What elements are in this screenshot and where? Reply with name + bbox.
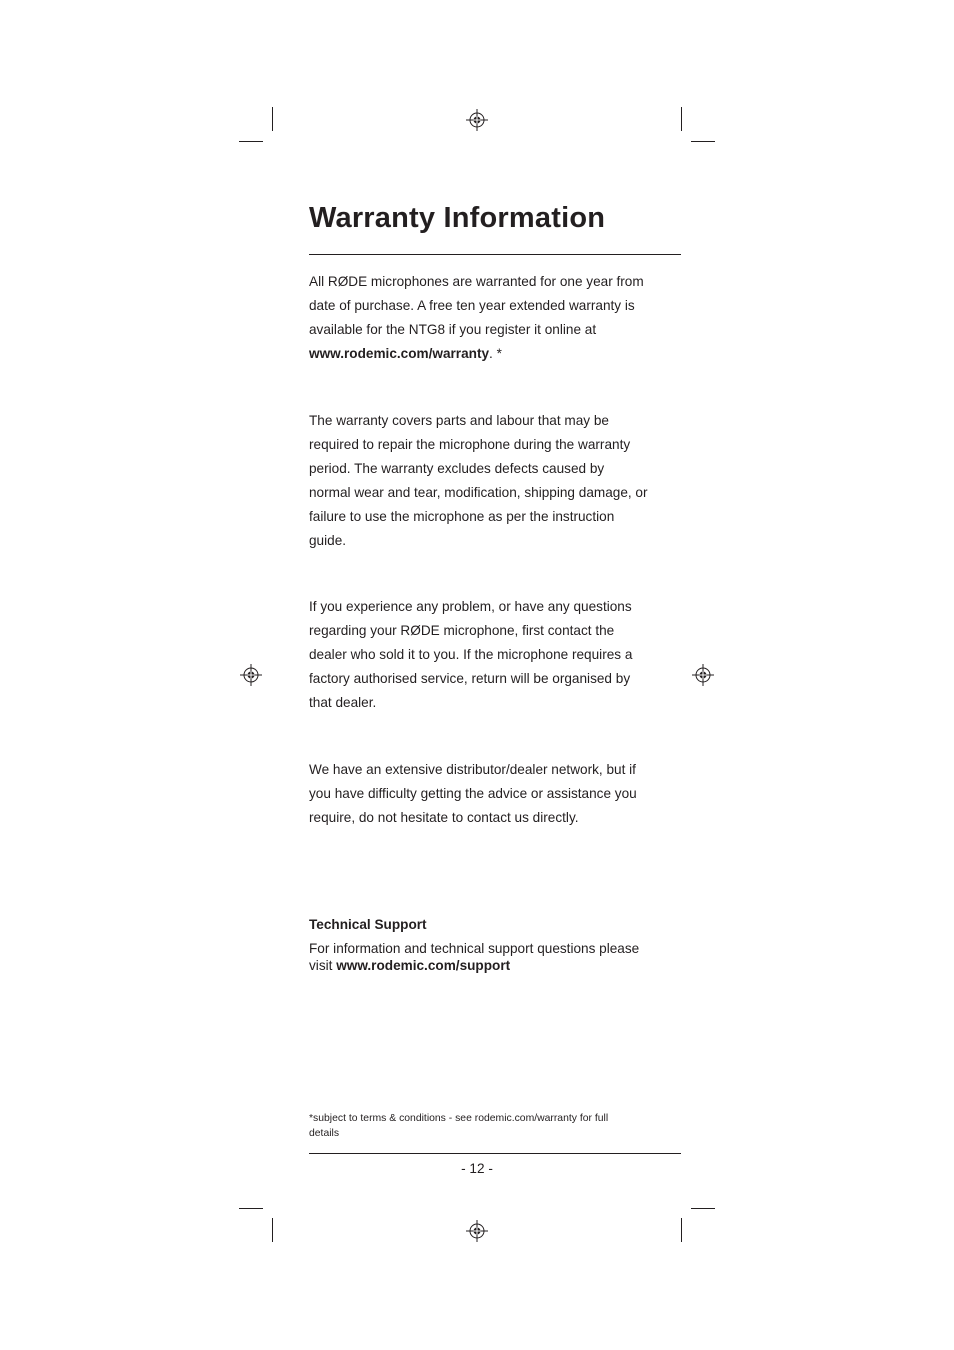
registration-mark-icon <box>466 109 488 131</box>
title-divider <box>309 254 681 255</box>
registration-mark-icon <box>692 664 714 686</box>
crop-mark <box>272 107 273 131</box>
crop-mark <box>681 1218 682 1242</box>
crop-mark <box>691 1208 715 1209</box>
warranty-paragraph-1 <box>309 270 649 366</box>
footnote: *subject to terms & conditions - see rodemic.com/warranty for full details <box>309 1113 609 1139</box>
crop-mark <box>239 141 263 142</box>
footer-divider <box>309 1153 681 1154</box>
crop-mark <box>691 141 715 142</box>
crop-mark <box>239 1208 263 1209</box>
warranty-paragraph-2: The warranty covers parts and labour that may be required to repair the microphone during the warranty period. The warranty excludes defects caused by normal wear and tear, modification, shipping damage, or failure to use the microphone as per the instruction guide. <box>309 413 648 548</box>
registration-mark-icon <box>240 664 262 686</box>
support-link[interactable]: www.rodemic.com/support <box>336 958 511 973</box>
support-text <box>309 940 649 974</box>
support-heading: Technical Support <box>309 917 427 932</box>
paragraph-text: . * <box>489 346 502 361</box>
crop-mark <box>272 1218 273 1242</box>
warranty-paragraph-4: We have an extensive distributor/dealer network, but if you have difficulty getting the advice or assistance you require, do not hesitate to contact us directly. <box>309 762 637 825</box>
registration-mark-icon <box>466 1220 488 1242</box>
warranty-link[interactable]: www.rodemic.com/warranty <box>309 346 490 361</box>
crop-mark <box>681 107 682 131</box>
page-number: - 12 - <box>461 1161 493 1176</box>
page-title: Warranty Information <box>309 202 606 234</box>
warranty-paragraph-3: If you experience any problem, or have any questions regarding your RØDE microphone, first contact the dealer who sold it to you. If the microphone requires a factory authorised service, return will be organised by that dealer. <box>309 599 633 710</box>
support-text-body: For information and technical support questions please visit <box>309 941 640 973</box>
paragraph-text: All RØDE microphones are warranted for one year from date of purchase. A free ten year extended warranty is available for the NTG8 if you register it online at <box>309 274 644 337</box>
title-block <box>309 196 681 240</box>
